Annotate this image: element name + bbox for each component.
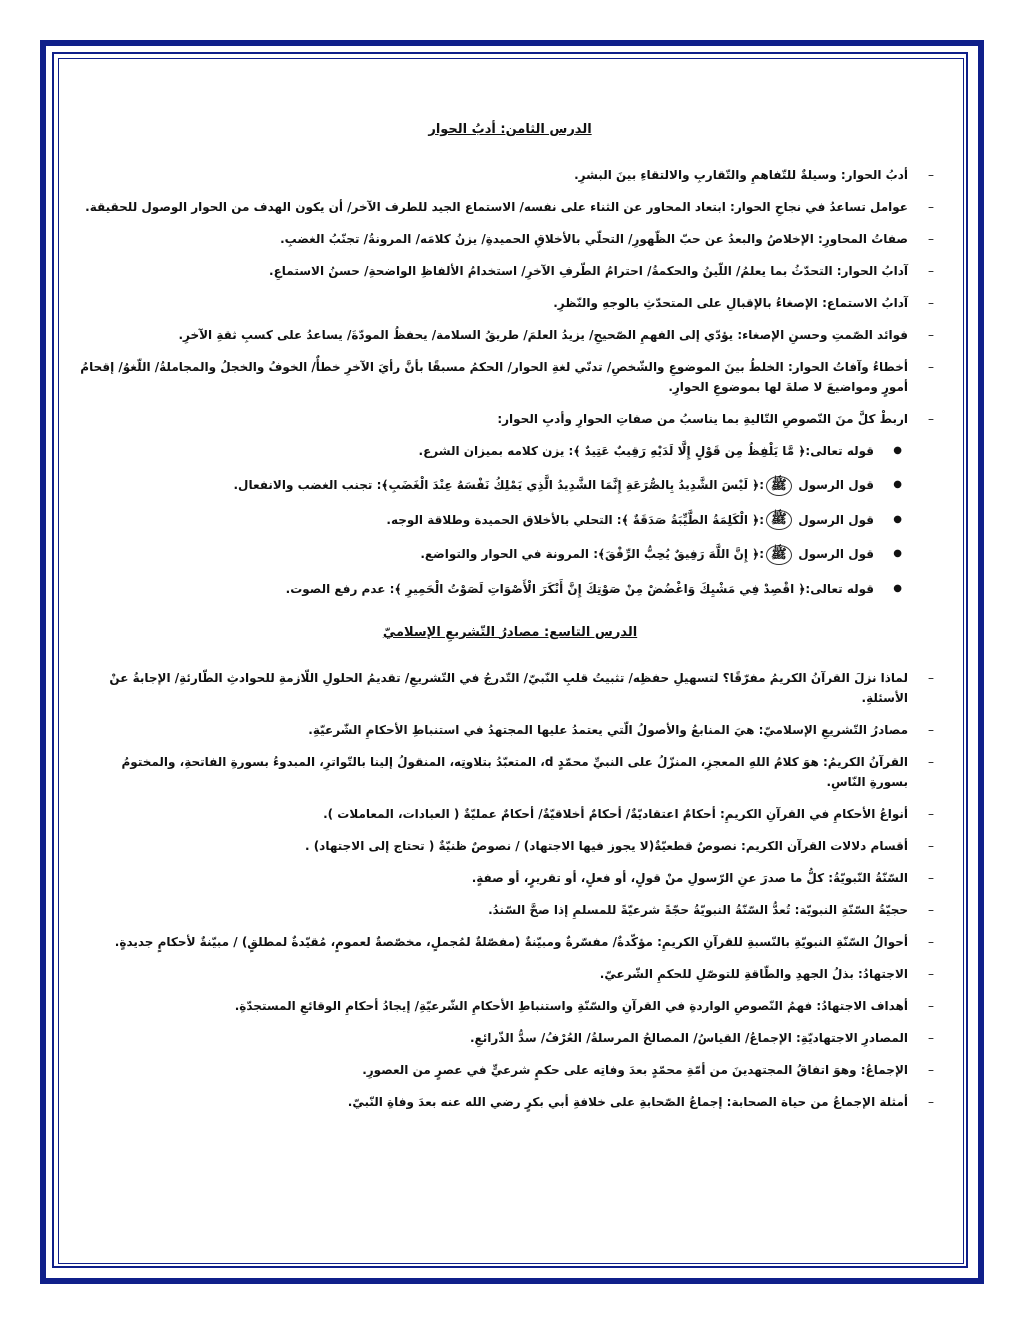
bullet-prefix: قول الرسول: [798, 547, 874, 561]
bullet-item: [80, 441, 940, 461]
lesson8-title: الدرس الثامن: أدبُ الحوار: [428, 122, 592, 137]
prophet-seal-icon: [766, 545, 792, 565]
list-item: – أحوالُ السّنّةِ النبويّةِ بالنّسبةِ للقرآنِ الكريمِ: مؤكّدةٌ/ مفسّرةٌ ومبيّنةٌ (مفصّلةٌ لمُجملٍ، مخصّصةٌ لعمومٍ، مُقيّدةٌ لمطلقٍ) / مبيّنةٌ لأحكامٍ جديدةٍ.: [80, 932, 940, 952]
list-item: – أهداف الاجتهادُ: فهمُ النّصوصِ الواردةِ في القرآنِ والسّنّةِ واستنباطِ الأحكامِ الشّرعيّةِ/ إيجادُ أحكامِ الوقائعِ المستجدّةِ.: [80, 996, 940, 1016]
list-item: – المصادرِ الاجتهاديّةِ: الإجماعُ/ القياسُ/ المصالحُ المرسلةُ/ العُرْفُ/ سدُّ الذّرائعِ.: [80, 1028, 940, 1048]
list-item: – اربطْ كلَّ منَ النّصوصِ التّاليةِ بما يناسبُ من صفاتِ الحوارِ وأدبِ الحوار:: [80, 409, 940, 429]
list-item: – أدبُ الحوار: وسيلةٌ للتّفاهمِ والتّقاربِ والالتقاءِ بينَ البشرِ.: [80, 165, 940, 185]
list-item: – صفاتُ المحاورِ: الإخلاصُ والبعدُ عن حبّ الظّهورِ/ التحلّي بالأخلاقِ الحميدةِ/ يزنُ كلامَه/ المرونةُ/ تجنّبُ الغضبِ.: [80, 229, 940, 249]
bullet-text: :﴿ لَيْسَ الشَّدِيدُ بِالصُّرَعَةِ إِنَّمَا الشَّدِيدُ الَّذِي يَمْلِكُ نَفْسَهُ عِنْدَ الْغَضَبِ﴾: تجنب الغضب والانفعال.: [233, 478, 765, 492]
bullet-text: :﴿ الْكَلِمَةُ الطَّيِّبَةُ صَدَقَةٌ ﴾: التحلي بالأخلاق الحميدة وطلاقة الوجه.: [386, 512, 765, 527]
prophet-seal-icon: [766, 510, 792, 530]
bullet-prefix: قول الرسول: [798, 478, 874, 492]
list-item: – أخطاءُ وآفاتُ الحوار: الخلطُ بينَ الموضوعِ والشّخصِ/ تدنّي لغةِ الحوار/ الحكمُ مسبقًا بأنَّ رأيَ الآخرِ خطأٌ/ الخوفُ والخجلُ والمجاملةُ/ اللّغوُ/ إقحامُ أمورٍ ومواضيعَ لا صلةَ لها بموضوعِ الحوارِ.: [80, 357, 940, 397]
lesson8-texts: [80, 441, 940, 599]
list-item: – القرآنُ الكريمُ: هوَ كلامُ اللهِ المعجزِ، المنزّلُ على النبيِّ محمّدٍ d، المتعبّدُ بتلاوتِه، المنقولُ إلينا بالتّواترِ، المبدوءُ بسورةِ الفاتحةِ، والمختومُ بسورةِ النّاسِ.: [80, 752, 940, 792]
list-item: – لماذا نزلَ القرآنُ الكريمُ مفرّقًا؟ لتسهيلِ حفظِه/ تثبيتُ قلبِ النّبيّ/ التّدرجُ في التّشريعِ/ تقديمُ الحلولِ اللّازمةِ للحوادثِ الطّارئةِ/ الإجابةُ عنْ الأسئلةِ.: [80, 668, 940, 708]
lesson9-list: [80, 668, 940, 1112]
list-item: – حجيّةُ السّنّةِ النبويّة: تُعدُّ السّنّةُ النبويّةُ حجّةً شرعيّةً للمسلمِ إذا صحَّ السّندُ.: [80, 900, 940, 920]
list-item: – فوائد الصّمتِ وحسنِ الإصغاء: يؤدّي إلى الفهمِ الصّحيحِ/ يزيدُ العلمَ/ طريقُ السلامة/ يحفظُ المودّةَ/ يساعدُ على كسبِ ثقةِ الآخرِ.: [80, 325, 940, 345]
list-item: – الإجماعُ: وهوَ اتفاقُ المجتهدينَ من أمّةِ محمّدٍ بعدَ وفاتِه على حكمٍ شرعيٍّ في عصرٍ من العصورِ.: [80, 1060, 940, 1080]
list-item: – أمثلة الإجماعُ من حياة الصحابة: إجماعُ الصّحابةِ على خلافةِ أبي بكرٍ رضي الله عنه بعدَ وفاةِ النّبيّ.: [80, 1092, 940, 1112]
bullet-text: قوله تعالى:﴿ مَّا يَلْفِظُ مِن قَوْلٍ إِلَّا لَدَيْهِ رَقِيبٌ عَتِيدٌ ﴾: يزن كلامه بميزان الشرع.: [418, 444, 874, 458]
list-item: – السّنّةُ النّبويّةُ: كلُّ ما صدرَ عنِ الرّسولِ منْ قولٍ، أو فعلٍ، أو تقريرٍ، أو صفةٍ.: [80, 868, 940, 888]
bullet-item: [80, 510, 940, 531]
list-item: – أقسام دلالات القرآن الكريم: نصوصٌ قطعيّةٌ(لا يجوز فيها الاجتهاد) / نصوصٌ ظنيّةٌ ( تحتاج إلى الاجتهاد) .: [80, 836, 940, 856]
bullet-item: [80, 579, 940, 599]
lesson9-title: الدرس التاسع: مصادرُ التّشريعِ الإسلاميّ: [382, 624, 638, 640]
list-item: – آدابُ الحوار: التحدّثُ بما يعلمُ/ اللّينُ والحكمةُ/ احترامُ الطّرفِ الآخرِ/ استخدامُ الألفاظِ الواضحةِ/ حسنُ الاستماعِ.: [80, 261, 940, 281]
list-item: – أنواعُ الأحكامِ في القرآنِ الكريمِ: أحكامٌ اعتقاديّةٌ/ أحكامٌ أخلاقيّةٌ/ أحكامٌ عمليّةٌ ( العبادات، المعاملات ).: [80, 804, 940, 824]
bullet-item: [80, 544, 940, 565]
document-content: [80, 118, 940, 1124]
list-item: – مصادرُ التّشريعِ الإسلاميّ: هيَ المنابعُ والأصولُ الّتي يعتمدُ عليها المجتهدُ في استنباطِ الأحكامِ الشّرعيّةِ.: [80, 720, 940, 740]
prophet-seal-icon: [766, 476, 792, 496]
lesson8-list: [80, 165, 940, 429]
bullet-prefix: قول الرسول: [798, 512, 874, 527]
bullet-text: قوله تعالى:﴿ اقْصِدْ فِي مَشْيِكَ وَاغْضُضْ مِنْ صَوْتِكَ إِنَّ أَنْكَرَ الْأَصْوَاتِ لَصَوْتُ الْحَمِيرِ ﴾: عدم رفع الصوت.: [285, 581, 874, 596]
bullet-text: :﴿ إِنَّ اللَّهَ رَفِيقٌ يُحِبُّ الرِّفْقَ﴾: المرونة في الحوار والتواضع.: [420, 547, 765, 561]
list-item: – آدابُ الاستماع: الإصغاءُ بالإقبالِ على المتحدّثِ بالوجهِ والنّظرِ.: [80, 293, 940, 313]
bullet-item: [80, 475, 940, 496]
list-item: – الاجتهادُ: بذلُ الجهدِ والطّاقةِ للتوصّلِ للحكمِ الشّرعيّ.: [80, 964, 940, 984]
list-item: – عوامل تساعدُ في نجاحِ الحوار: ابتعاد المحاور عن الثناء على نفسه/ الاستماع الجيد للطرف الآخر/ أن يكون الهدف من الحوار الوصول للحقيقة.: [80, 197, 940, 217]
lesson9-section: [80, 625, 940, 1112]
